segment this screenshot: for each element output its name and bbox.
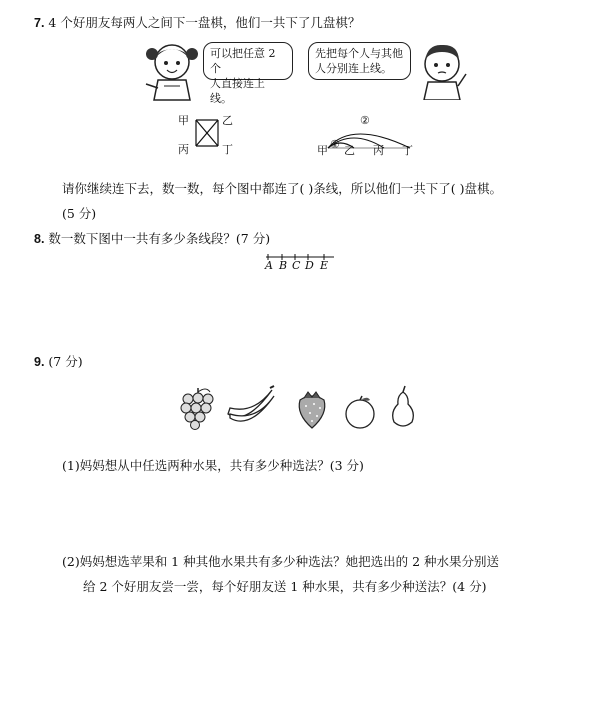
point-label-b: B [279, 259, 288, 272]
pear-icon [386, 384, 420, 430]
q9-sub2-line1: (2)妈妈想选苹果和 1 种其他水果共有多少种选法？她把选出的 2 种水果分别送 [62, 554, 500, 569]
q7-number: 7. [34, 16, 45, 30]
arc-label-jia: 甲 [317, 144, 328, 157]
square-connection-diagram [192, 118, 222, 148]
q7-title [34, 13, 360, 31]
point-label-c: C [292, 259, 301, 272]
point-label-d: D [305, 259, 314, 272]
square-label-ding: 丁 [222, 143, 233, 156]
square-label-jia: 甲 [178, 114, 189, 127]
q9-text: (7 分) [48, 354, 83, 369]
q7-instruction: 请你继续连下去，数一数，每个图中都连了( )条线，所以他们一共下了( )盘棋。 [62, 181, 502, 196]
bubble-left-line2: 人直接连上线。 [210, 77, 265, 105]
arc-label-ding: 丁 [402, 144, 413, 157]
bubble-right-line1: 先把每个人与其他 [315, 47, 403, 60]
square-label-yi: 乙 [222, 114, 233, 127]
bubble-left-line1: 可以把任意 2 个 [210, 47, 276, 75]
q9-title [34, 352, 83, 370]
q9-sub1: (1)妈妈想从中任选两种水果，共有多少种选法？(3 分) [62, 458, 364, 473]
q7-score: (5 分) [62, 206, 97, 221]
q9-sub2-line2: 给 2 个好朋友尝一尝，每个好朋友送 1 种水果，共有多少种送法？(4 分) [83, 579, 487, 594]
square-label-bing: 丙 [178, 143, 189, 156]
arc-label-c1: ① [330, 138, 340, 151]
girl-illustration [142, 40, 204, 102]
q8-text: 数一数下图中一共有多少条线段？(7 分) [48, 231, 271, 246]
boy-illustration [414, 40, 470, 100]
q7-text: 4 个好朋友每两人之间下一盘棋，他们一共下了几盘棋？ [48, 15, 361, 30]
q8-number: 8. [34, 232, 45, 246]
point-label-a: A [265, 259, 273, 272]
point-label-e: E [320, 259, 329, 272]
q8-title [34, 229, 270, 247]
speech-bubble-left [203, 42, 293, 105]
apple-icon [342, 394, 378, 430]
banana-icon [224, 384, 276, 430]
strawberry-icon [294, 388, 330, 430]
arc-label-c2: ② [360, 114, 370, 127]
grapes-icon [178, 384, 216, 430]
q9-number: 9. [34, 355, 45, 369]
arc-label-bing: 丙 [373, 144, 384, 157]
speech-bubble-right [308, 42, 411, 80]
bubble-right-line2: 人分别连上线。 [315, 62, 392, 75]
arc-label-yi: 乙 [344, 144, 355, 157]
